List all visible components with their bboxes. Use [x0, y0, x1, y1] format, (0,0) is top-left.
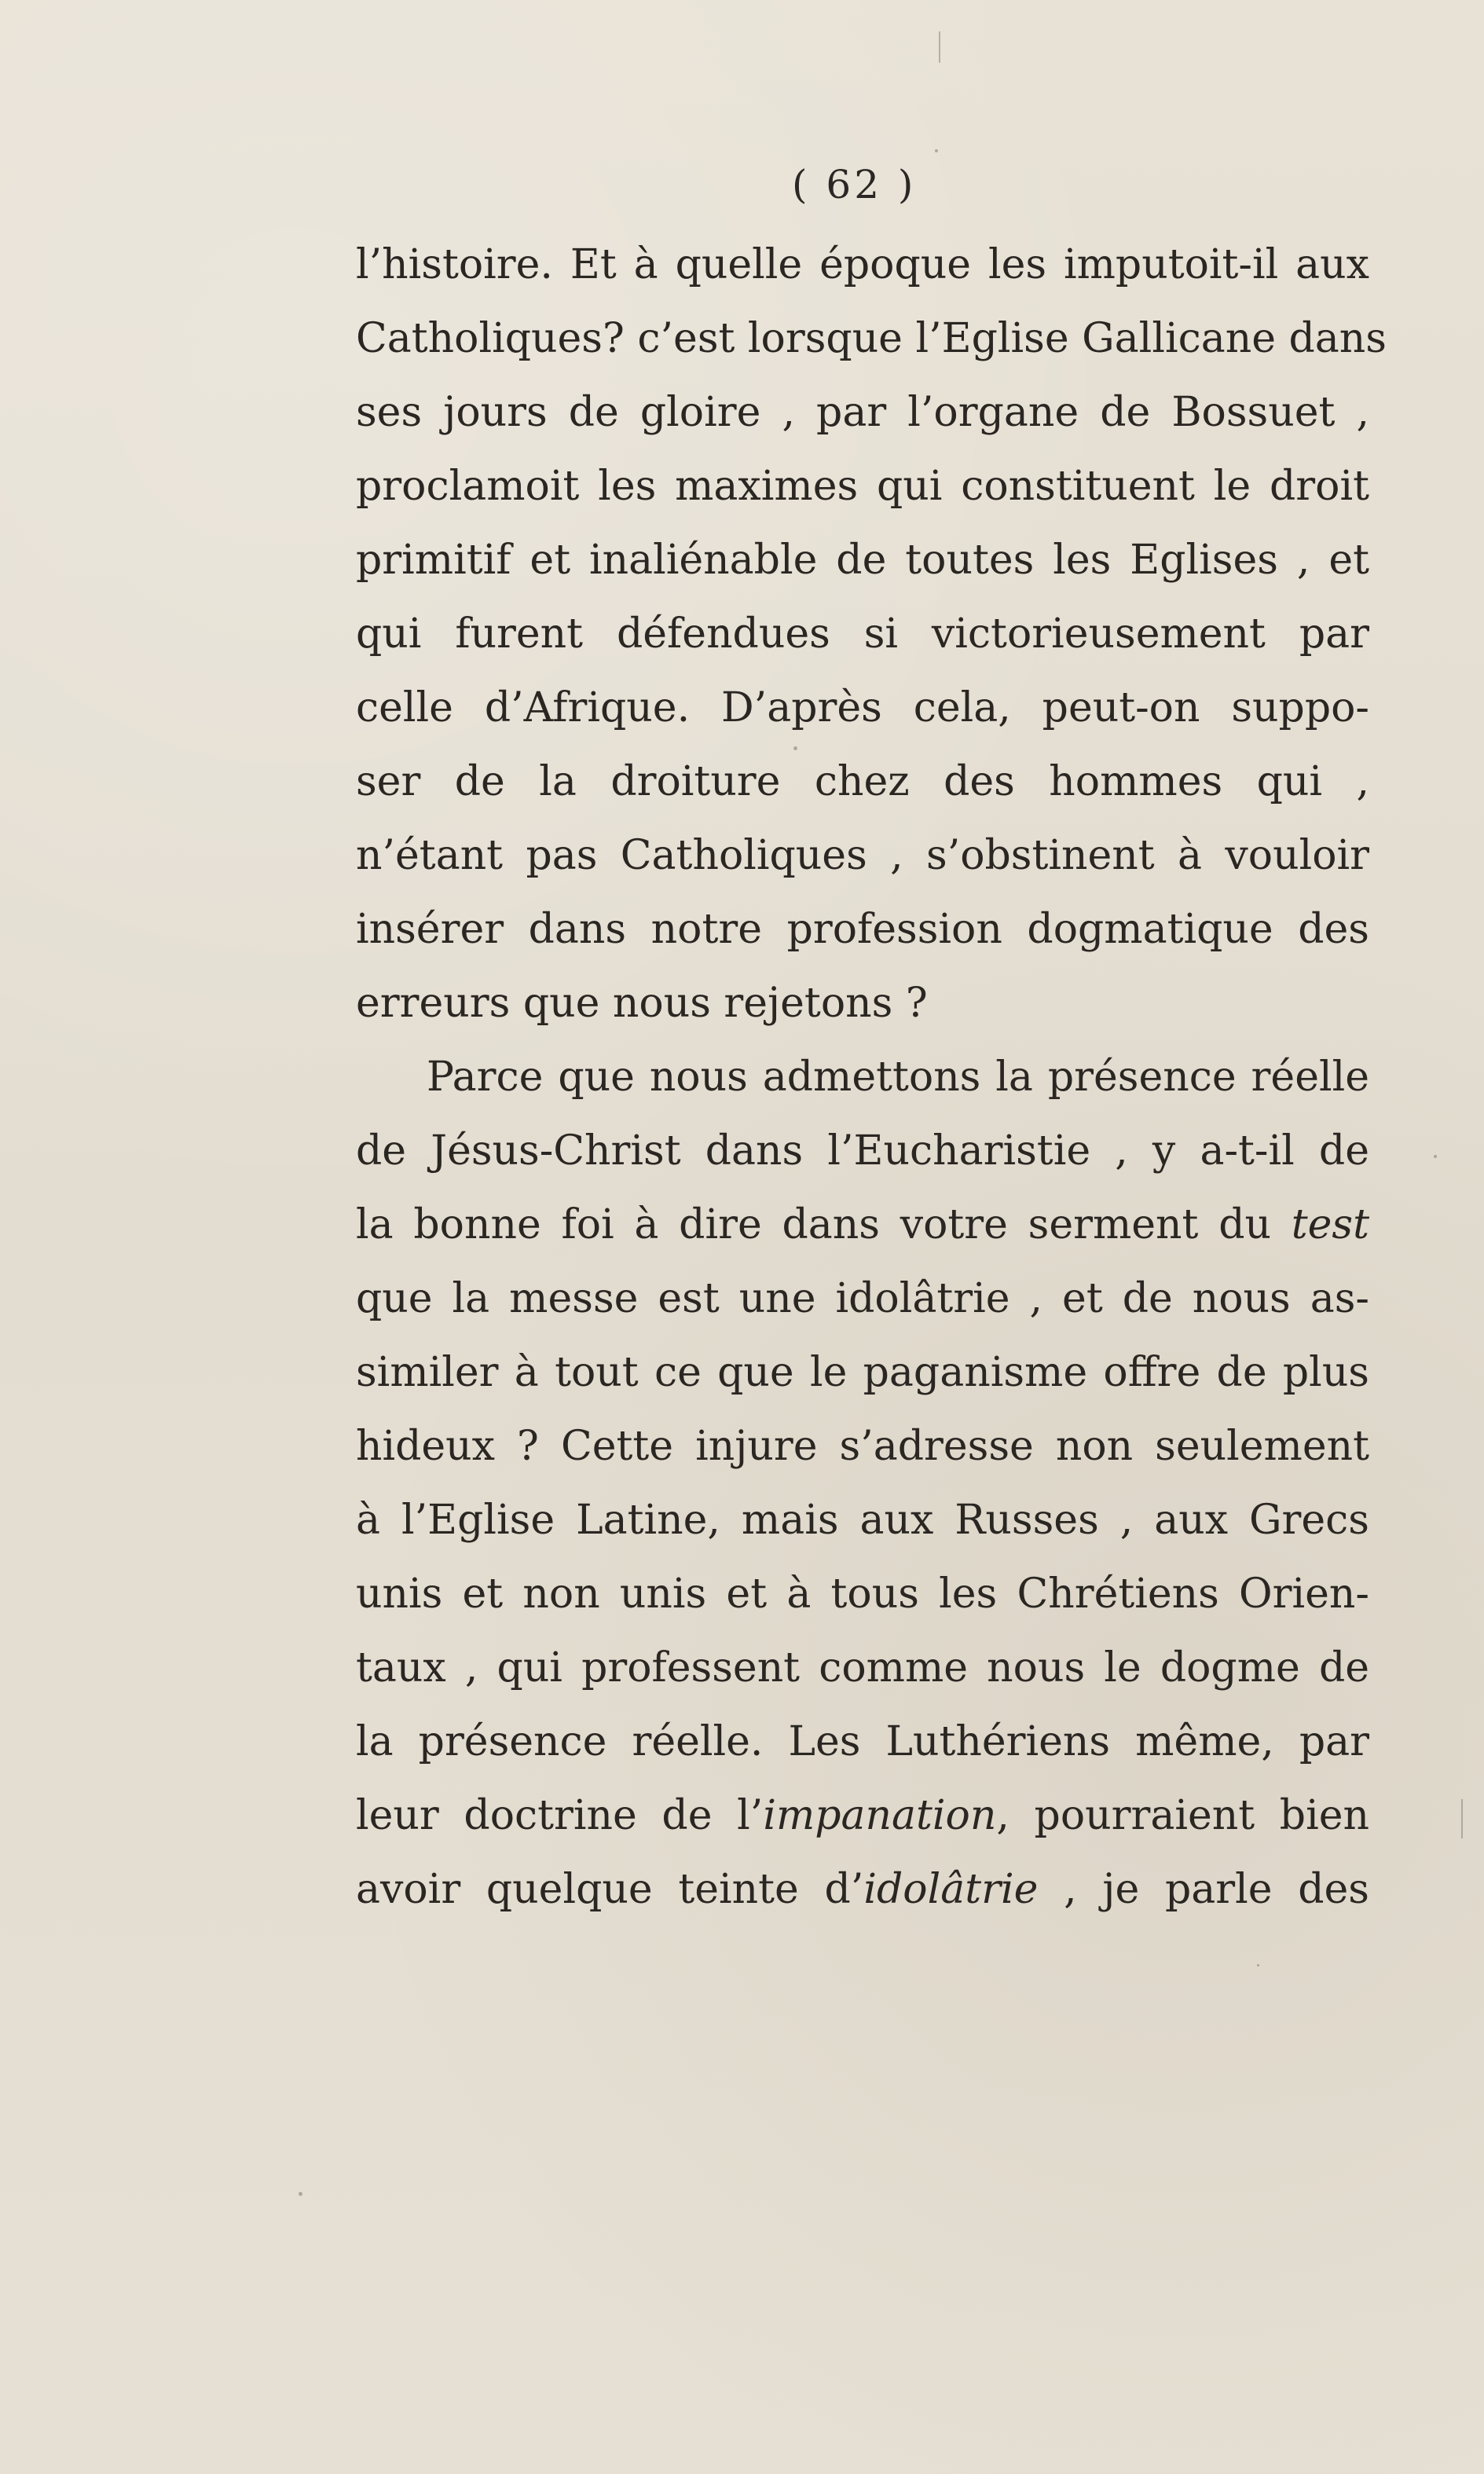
text-line: ses jours de gloire , par l’organe de Bossuet ,: [356, 389, 1369, 436]
paper-crease: [939, 31, 940, 63]
text-segment: la bonne foi à dire dans votre serment du: [356, 1201, 1271, 1248]
paragraph-start-line: Parce que nous admettons la présence réelle: [427, 1054, 1369, 1101]
paper-speck: [1434, 1155, 1437, 1158]
text-line: la présence réelle. Les Luthériens même, par: [356, 1718, 1369, 1765]
text-line: ser de la droiture chez des hommes qui ,: [356, 758, 1369, 805]
body-text: [356, 228, 1387, 1926]
italic-word-impanation: impanation: [763, 1792, 997, 1839]
text-line: taux , qui professent comme nous le dogme de: [356, 1644, 1369, 1691]
text-line: l’histoire. Et à quelle époque les imputoit-il aux: [356, 241, 1369, 288]
text-segment: , je parle des: [1038, 1866, 1369, 1913]
paper-crease: [1461, 1799, 1463, 1838]
paper-speck: [793, 746, 797, 750]
text-line: Catholiques? c’est lorsque l’Eglise Gallicane dans: [356, 315, 1387, 362]
text-line: proclamoit les maximes qui constituent le droit: [356, 463, 1369, 510]
paper-speck: [935, 149, 938, 152]
text-line: celle d’Afrique. D’après cela, peut-on suppo-: [356, 684, 1369, 731]
paper-speck: [1257, 1964, 1259, 1966]
text-segment: avoir quelque teinte d’: [356, 1866, 864, 1913]
page-number: ( 62 ): [792, 162, 917, 207]
text-line: unis et non unis et à tous les Chrétiens Orien-: [356, 1571, 1369, 1618]
text-segment: , pourraient bien: [996, 1792, 1369, 1839]
text-line: qui furent défendues si victorieusement par: [356, 610, 1369, 658]
text-line: [356, 1853, 1369, 1926]
paper-speck: [299, 2192, 302, 2196]
text-line: [356, 1188, 1369, 1262]
text-segment: leur doctrine de l’: [356, 1792, 764, 1839]
text-line: de Jésus-Christ dans l’Eucharistie , y a-t-il de: [356, 1127, 1369, 1175]
text-line: à l’Eglise Latine, mais aux Russes , aux Grecs: [356, 1497, 1369, 1544]
italic-word-idolatrie: idolâtrie: [863, 1866, 1039, 1913]
text-line: similer à tout ce que le paganisme offre de plus: [356, 1349, 1369, 1396]
text-line: hideux ? Cette injure s’adresse non seulement: [356, 1423, 1369, 1470]
text-line: primitif et inaliénable de toutes les Eglises , et: [356, 537, 1369, 584]
italic-word-test: test: [1291, 1201, 1370, 1248]
text-line: erreurs que nous rejetons ?: [356, 980, 928, 1027]
text-line: n’étant pas Catholiques , s’obstinent à vouloir: [356, 832, 1369, 879]
text-line: que la messe est une idolâtrie , et de nous as-: [356, 1275, 1369, 1322]
text-line: [356, 1779, 1369, 1853]
text-line: insérer dans notre profession dogmatique des: [356, 906, 1369, 953]
